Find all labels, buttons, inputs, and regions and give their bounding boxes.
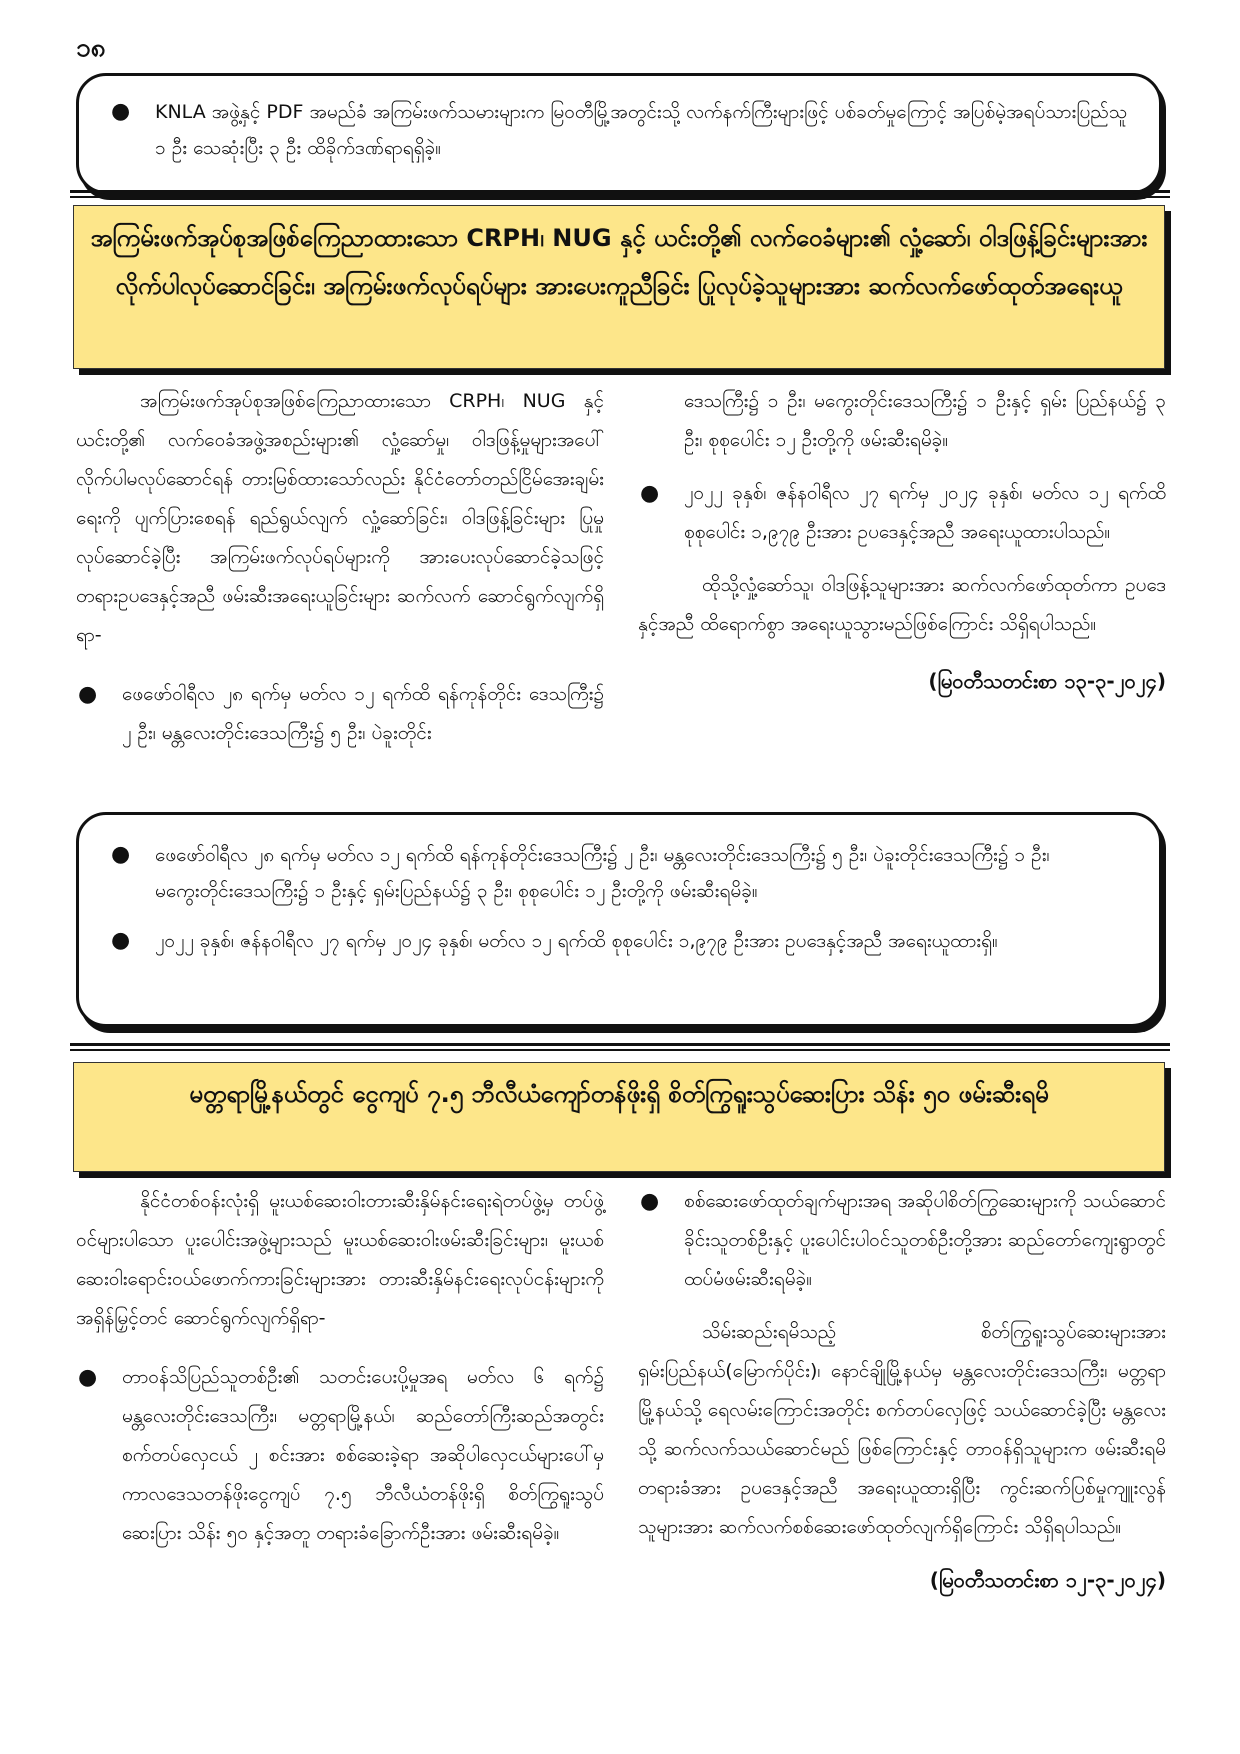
summary-bullet (109, 923, 1129, 959)
article-paragraph: အကြမ်းဖက်အုပ်စုအဖြစ်ကြေညာထားသော CRPH၊ NUG နှင့် ယင်းတို့၏ လက်ဝေခံအဖွဲ့အစည်းများ၏ လှုံ့ဆော်မှု၊ ဝါဒဖြန့်မှုများအပေါ် လိုက်ပါမလုပ်ဆောင်ရန် တားမြစ်ထားသော်လည်း နိုင်ငံတော်တည်ငြိမ်အေးချမ်းရေးကို ပျက်ပြားစေရန် ရည်ရွယ်လျက် လှုံ့ဆော်ခြင်း၊ ဝါဒဖြန့်ခြင်းများ ပြုမှုလုပ်ဆောင်ခဲ့ပြီး အကြမ်းဖက်လုပ်ရပ်များကို အားပေးလုပ်ဆောင်ခဲ့သဖြင့် တရားဥပဒေနှင့်အညီ ဖမ်းဆီးအရေးယူခြင်းများ ဆက်လက် ဆောင်ရွက်လျက်ရှိရာ- (76, 390, 604, 646)
bullet-icon: ● (111, 99, 131, 124)
article-headline: မတ္တရာမြို့နယ်တွင် ငွေကျပ် ၇.၅ ဘီလီယံကျော်တန်ဖိုးရှိ စိတ်ကြွရူးသွပ်ဆေးပြား သိန်း ၅၀ ဖမ်းဆီးရမိ (73, 1062, 1165, 1172)
article-bullet-text: တာဝန်သိပြည်သူတစ်ဦး၏ သတင်းပေးပို့မှုအရ မတ်လ ၆ ရက်၌ မန္တလေးတိုင်းဒေသကြီး၊ မတ္တရာမြို့နယ်၊ ဆည်တော်ကြီးဆည်အတွင်း စက်တပ်လှေငယ် ၂ စင်းအား စစ်ဆေးခဲ့ရာ အဆိုပါလှေငယ်များပေါ်မှ ကာလဒေသတန်ဖိုးငွေကျပ် ၇.၅ ဘီလီယံတန်ဖိုးရှိ စိတ်ကြွရူးသွပ်ဆေးပြား သိန်း ၅၀ နှင့်အတူ တရားခံခြောက်ဦးအား ဖမ်းဆီးရမိခဲ့။ (122, 1366, 604, 1544)
divider-rule (70, 190, 1170, 198)
article-bullet (76, 1358, 604, 1553)
article-headline: အကြမ်းဖက်အုပ်စုအဖြစ်ကြေညာထားသော CRPH၊ NUG နှင့် ယင်းတို့၏ လက်ဝေခံများ၏ လှုံ့ဆော်၊ ဝါဒဖြန့်ခြင်းများအား လိုက်ပါလုပ်ဆောင်ခြင်း၊ အကြမ်းဖက်လုပ်ရပ်များ အားပေးကူညီခြင်း ပြုလုပ်ခဲ့သူများအား ဆက်လက်ဖော်ထုတ်အရေးယူ (73, 205, 1165, 369)
article-bullet (638, 474, 1166, 552)
page-number: ၁၈ (76, 33, 106, 63)
article-bullet-text: ဖေဖော်ဝါရီလ ၂၈ ရက်မှ မတ်လ ၁၂ ရက်ထိ ရန်ကုန်တိုင်း ဒေသကြီး၌ ၂ ဦး၊ မန္တလေးတိုင်းဒေသကြီး၌ ၅ ဦး၊ ပဲခူးတိုင်း (122, 683, 604, 744)
article-bullet (76, 675, 604, 753)
summary-bullet-text: ဖေဖော်ဝါရီလ ၂၈ ရက်မှ မတ်လ ၁၂ ရက်ထိ ရန်ကုန်တိုင်းဒေသကြီး၌ ၂ ဦး၊ မန္တလေးတိုင်းဒေသကြီး၌ ၅ ဦး၊ ပဲခူးတိုင်းဒေသကြီး၌ ၁ ဦး၊ မကွေးတိုင်းဒေသကြီး၌ ၁ ဦးနှင့် ရှမ်းပြည်နယ်၌ ၃ ဦး၊ စုစုပေါင်း ၁၂ ဦးတို့ကို ဖမ်းဆီးရမိခဲ့။ (155, 844, 1050, 902)
summary-bullet-text: KNLA အဖွဲ့နှင့် PDF အမည်ခံ အကြမ်းဖက်သမားများက မြဝတီမြို့အတွင်းသို့ လက်နက်ကြီးများဖြင့် ပစ်ခတ်မှုကြောင့် အပြစ်မဲ့အရပ်သားပြည်သူ ၁ ဦး သေဆုံးပြီး ၃ ဦး ထိခိုက်ဒဏ်ရာရရှိခဲ့။ (155, 101, 1128, 159)
article-source: (မြဝတီသတင်းစာ ၁၃-၃-၂၀၂၄) (928, 669, 1166, 693)
summary-box-top (76, 73, 1162, 194)
article-column-right (638, 1182, 1166, 1600)
article-source: (မြဝတီသတင်းစာ ၁၂-၃-၂၀၂၄) (929, 1568, 1166, 1592)
bullet-icon: ● (640, 1189, 660, 1214)
bullet-icon: ● (111, 928, 131, 953)
summary-bullet (109, 837, 1129, 909)
article-column-left (76, 1182, 604, 1553)
article-paragraph: နိုင်ငံတစ်ဝန်းလုံးရှိ မူးယစ်ဆေးဝါးတားဆီးနှိမ်နင်းရေးရဲတပ်ဖွဲ့မှ တပ်ဖွဲ့ဝင်များပါသော ပူးပေါင်းအဖွဲ့များသည် မူးယစ်ဆေးဝါးဖမ်းဆီးခြင်းများ၊ မူးယစ်ဆေးဝါးရောင်းဝယ်ဖောက်ကားခြင်းများအား တားဆီးနှိမ်နင်းရေးလုပ်ငန်းများကို အရှိန်မြှင့်တင် ဆောင်ရွက်လျက်ရှိရာ- (76, 1190, 604, 1329)
bullet-icon: ● (78, 1365, 98, 1390)
article-column-right (638, 382, 1166, 701)
bullet-icon: ● (640, 481, 660, 506)
summary-bullet-text: ၂၀၂၂ ခုနှစ်၊ ဇန်နဝါရီလ ၂၇ ရက်မှ ၂၀၂၄ ခုနှစ်၊ မတ်လ ၁၂ ရက်ထိ စုစုပေါင်း ၁,၉၇၉ ဦးအား ဥပဒေနှင့်အညီ အရေးယူထားရှိ။ (155, 930, 998, 952)
bullet-icon: ● (78, 682, 98, 707)
article-column-left (76, 382, 604, 753)
article-bullet-text: ၂၀၂၂ ခုနှစ်၊ ဇန်နဝါရီလ ၂၇ ရက်မှ ၂၀၂၄ ခုနှစ်၊ မတ်လ ၁၂ ရက်ထိ စုစုပေါင်း ၁,၉၇၉ ဦးအား ဥပဒေနှင့်အညီ အရေးယူထားပါသည်။ (684, 482, 1166, 543)
article-bullet (638, 1182, 1166, 1299)
summary-box-middle (76, 812, 1162, 1027)
summary-bullet (109, 94, 1129, 166)
bullet-icon: ● (111, 842, 131, 867)
article-paragraph: ထိုသို့လှုံ့ဆော်သူ၊ ဝါဒဖြန့်သူများအား ဆက်လက်ဖော်ထုတ်ကာ ဥပဒေနှင့်အညီ ထိရောက်စွာ အရေးယူသွားမည်ဖြစ်ကြောင်း သိရှိရပါသည်။ (638, 574, 1166, 635)
article-bullet-continued: ဒေသကြီး၌ ၁ ဦး၊ မကွေးတိုင်းဒေသကြီး၌ ၁ ဦးနှင့် ရှမ်း ပြည်နယ်၌ ၃ ဦး၊ စုစုပေါင်း ၁၂ ဦးတို့ကို ဖမ်းဆီးရမိခဲ့။ (684, 390, 1166, 451)
divider-rule (70, 1043, 1170, 1051)
article-paragraph: သိမ်းဆည်းရမိသည့် စိတ်ကြွရူးသွပ်ဆေးများအား ရှမ်းပြည်နယ်(မြောက်ပိုင်း)၊ နောင်ချိုမြို့နယ်မှ မန္တလေးတိုင်းဒေသကြီး၊ မတ္တရာမြို့နယ်သို့ ရေလမ်းကြောင်းအတိုင်း စက်တပ်လှေဖြင့် သယ်ဆောင်ခဲ့ပြီး မန္တလေးသို့ ဆက်လက်သယ်ဆောင်မည် ဖြစ်ကြောင်းနှင့် တာဝန်ရှိသူများက ဖမ်းဆီးရမိတရားခံအား ဥပဒေနှင့်အညီ အရေးယူထားရှိပြီး ကွင်းဆက်ပြစ်မှုကျူးလွန်သူများအား ဆက်လက်စစ်ဆေးဖော်ထုတ်လျက်ရှိကြောင်း သိရှိရပါသည်။ (638, 1321, 1166, 1538)
article-bullet-text: စစ်ဆေးဖော်ထုတ်ချက်များအရ အဆိုပါစိတ်ကြွဆေးများကို သယ်ဆောင်ခိုင်းသူတစ်ဦးနှင့် ပူးပေါင်းပါဝင်သူတစ်ဦးတို့အား ဆည်တော်ကျေးရွာတွင် ထပ်မံဖမ်းဆီးရမိခဲ့။ (684, 1190, 1166, 1290)
